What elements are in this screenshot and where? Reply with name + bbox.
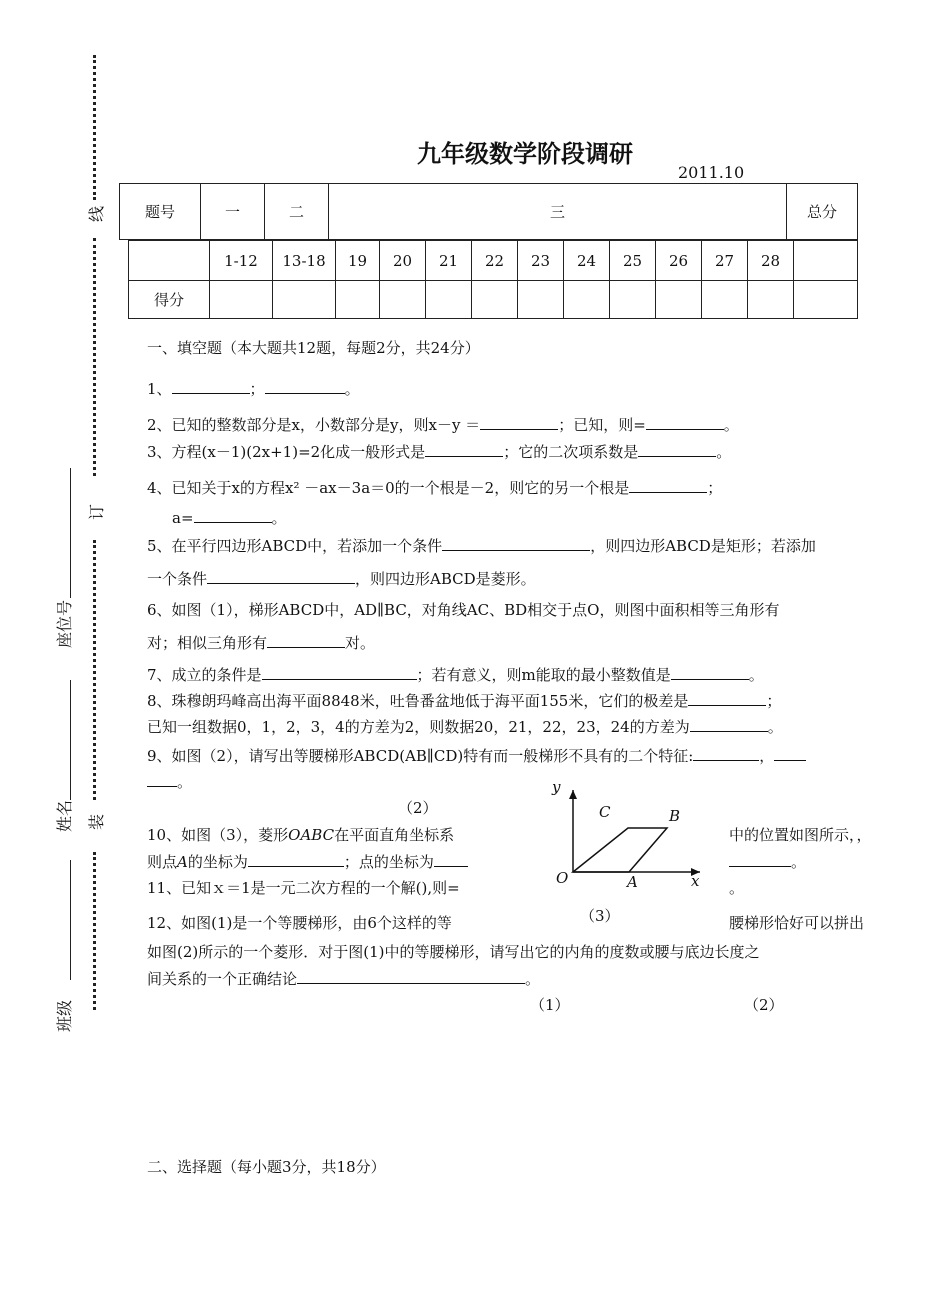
answer-blank[interactable]	[425, 442, 503, 457]
score-entry[interactable]	[564, 281, 610, 319]
cell-qno: 22	[472, 241, 518, 281]
margin-label-line: 线	[87, 205, 106, 222]
figure-2-caption: （2）	[744, 996, 784, 1014]
figure-3-caption: （3）	[580, 907, 620, 925]
question-12-cont2: 间关系的一个正确结论 。	[147, 970, 541, 988]
answer-blank[interactable]	[729, 852, 791, 867]
answer-blank[interactable]	[267, 633, 345, 648]
cell-part-1: 一	[201, 184, 265, 240]
question-10-cont-right: 。	[729, 851, 806, 872]
answer-blank[interactable]	[629, 478, 707, 493]
question-11: 11、已知ｘ＝1是一元二次方程的一个解(),则=	[147, 879, 460, 897]
answer-blank[interactable]	[265, 379, 345, 394]
figure-3-b-label: B	[669, 807, 681, 825]
question-12-cont: 如图(2)所示的一个菱形．对于图(1)中的等腰梯形，请写出它的内角的度数或腰与底边长度之	[147, 943, 760, 961]
binding-dotted-line-bottom	[93, 852, 96, 1010]
margin-label-bind: 装	[87, 813, 106, 830]
question-10-right: 中的位置如图所示，，	[729, 826, 872, 844]
score-entry[interactable]	[210, 281, 273, 319]
score-entry[interactable]	[472, 281, 518, 319]
cell-total: 总分	[787, 184, 858, 240]
question-10-cont: 则点A的坐标为 ；点的坐标为	[147, 851, 468, 872]
answer-blank[interactable]	[248, 852, 344, 867]
answer-blank[interactable]	[480, 415, 558, 430]
name-label: 姓名	[55, 799, 74, 832]
figure-2-label: （2）	[398, 799, 438, 817]
margin-label-order: 订	[87, 503, 106, 520]
figure-3-c-label: C	[599, 803, 611, 821]
section1-heading: 一、填空题（本大题共12题，每题2分，共24分）	[147, 339, 480, 357]
question-6-cont: 对；相似三角形有 对。	[147, 634, 376, 652]
answer-blank[interactable]	[147, 772, 177, 787]
cell-empty	[129, 241, 210, 281]
answer-blank[interactable]	[671, 665, 749, 680]
seat-label: 座位号	[55, 599, 74, 648]
seat-line	[70, 468, 71, 598]
exam-date: 2011.10	[678, 163, 745, 182]
answer-blank[interactable]	[442, 536, 590, 551]
cell-qno: 23	[518, 241, 564, 281]
cell-range: 13-18	[273, 241, 336, 281]
score-entry[interactable]	[380, 281, 426, 319]
binding-dotted-line-mid	[93, 238, 96, 476]
binding-dotted-line-lower	[93, 540, 96, 800]
cell-part-2: 二	[265, 184, 329, 240]
figure-1-caption: （1）	[530, 996, 570, 1014]
cell-qno: 26	[656, 241, 702, 281]
score-entry[interactable]	[702, 281, 748, 319]
score-table-header	[119, 183, 858, 240]
answer-blank[interactable]	[774, 746, 806, 761]
answer-blank[interactable]	[297, 969, 525, 984]
class-line	[70, 860, 71, 980]
question-9: 9、如图（2），请写出等腰梯形ABCD(AB∥CD)特有而一般梯形不具有的二个特征: ，	[147, 745, 806, 766]
cell-score-label: 得分	[129, 281, 210, 319]
question-5: 5、在平行四边形ABCD中，若添加一个条件 ，则四边形ABCD是矩形；若添加	[147, 537, 816, 555]
figure-3-y-label: y	[552, 778, 561, 796]
class-label: 班级	[55, 999, 74, 1032]
question-11-right: 。	[729, 879, 745, 897]
section2-heading: 二、选择题（每小题3分，共18分）	[147, 1158, 386, 1176]
answer-blank[interactable]	[207, 569, 355, 584]
answer-blank[interactable]	[434, 852, 468, 867]
y-axis-arrow-icon	[569, 790, 577, 799]
question-12: 12、如图(1)是一个等腰梯形，由6个这样的等	[147, 914, 452, 932]
cell-part-3: 三	[329, 184, 787, 240]
figure-3-x-label: x	[691, 872, 700, 890]
cell-qno: 20	[380, 241, 426, 281]
question-3: 3、方程(x－1)(2x+1)=2化成一般形式是 ；它的二次项系数是 。	[147, 443, 732, 461]
figure-3-o-label: O	[556, 869, 569, 887]
score-entry[interactable]	[518, 281, 564, 319]
rhombus-oabc	[573, 828, 667, 872]
score-entry[interactable]	[748, 281, 794, 319]
score-entry[interactable]	[426, 281, 472, 319]
cell-qno: 25	[610, 241, 656, 281]
answer-blank[interactable]	[638, 442, 716, 457]
question-4: 4、已知关于x的方程x² －ax－3a＝0的一个根是－2，则它的另一个根是 ；	[147, 479, 723, 497]
cell-qno: 24	[564, 241, 610, 281]
cell-qno: 21	[426, 241, 472, 281]
question-7: 7、成立的条件是 ；若有意义，则m能取的最小整数值是 。	[147, 666, 764, 684]
binding-dotted-line-top	[93, 55, 96, 200]
figure-3-a-label: A	[627, 873, 638, 891]
question-8-cont: 已知一组数据0，1，2，3，4的方差为2，则数据20，21，22，23，24的方差为 。	[147, 718, 783, 736]
question-9-cont: 。	[147, 771, 192, 792]
name-line	[70, 680, 71, 800]
question-2: 2、已知的整数部分是x，小数部分是y，则x－y ＝ ；已知，则= 。	[147, 416, 739, 434]
question-6: 6、如图（1），梯形ABCD中，AD∥BC，对角线AC、BD相交于点O，则图中面积相等三角形有	[147, 601, 780, 619]
score-entry[interactable]	[273, 281, 336, 319]
answer-blank[interactable]	[172, 379, 250, 394]
question-5-cont: 一个条件 ，则四边形ABCD是菱形。	[147, 570, 536, 588]
question-1: 1、 ； 。	[147, 380, 360, 398]
answer-blank[interactable]	[693, 746, 759, 761]
cell-qno: 28	[748, 241, 794, 281]
answer-blank[interactable]	[194, 508, 272, 523]
score-table-body	[128, 240, 858, 319]
cell-empty	[794, 241, 858, 281]
answer-blank[interactable]	[262, 665, 417, 680]
answer-blank[interactable]	[690, 717, 768, 732]
question-8: 8、珠穆朗玛峰高出海平面8848米，吐鲁番盆地低于海平面155米，它们的极差是 ；	[147, 692, 782, 710]
question-4-cont: a= 。	[172, 509, 287, 527]
page-title: 九年级数学阶段调研	[417, 139, 633, 168]
cell-title-no: 题号	[120, 184, 201, 240]
cell-range: 1-12	[210, 241, 273, 281]
cell-qno: 27	[702, 241, 748, 281]
score-entry[interactable]	[656, 281, 702, 319]
score-entry[interactable]	[794, 281, 858, 319]
score-entry[interactable]	[610, 281, 656, 319]
question-10: 10、如图（3），菱形OABC在平面直角坐标系	[147, 826, 455, 844]
answer-blank[interactable]	[688, 691, 766, 706]
answer-blank[interactable]	[646, 415, 724, 430]
cell-qno: 19	[336, 241, 380, 281]
score-entry[interactable]	[336, 281, 380, 319]
question-12-right: 腰梯形恰好可以拼出	[729, 914, 865, 932]
